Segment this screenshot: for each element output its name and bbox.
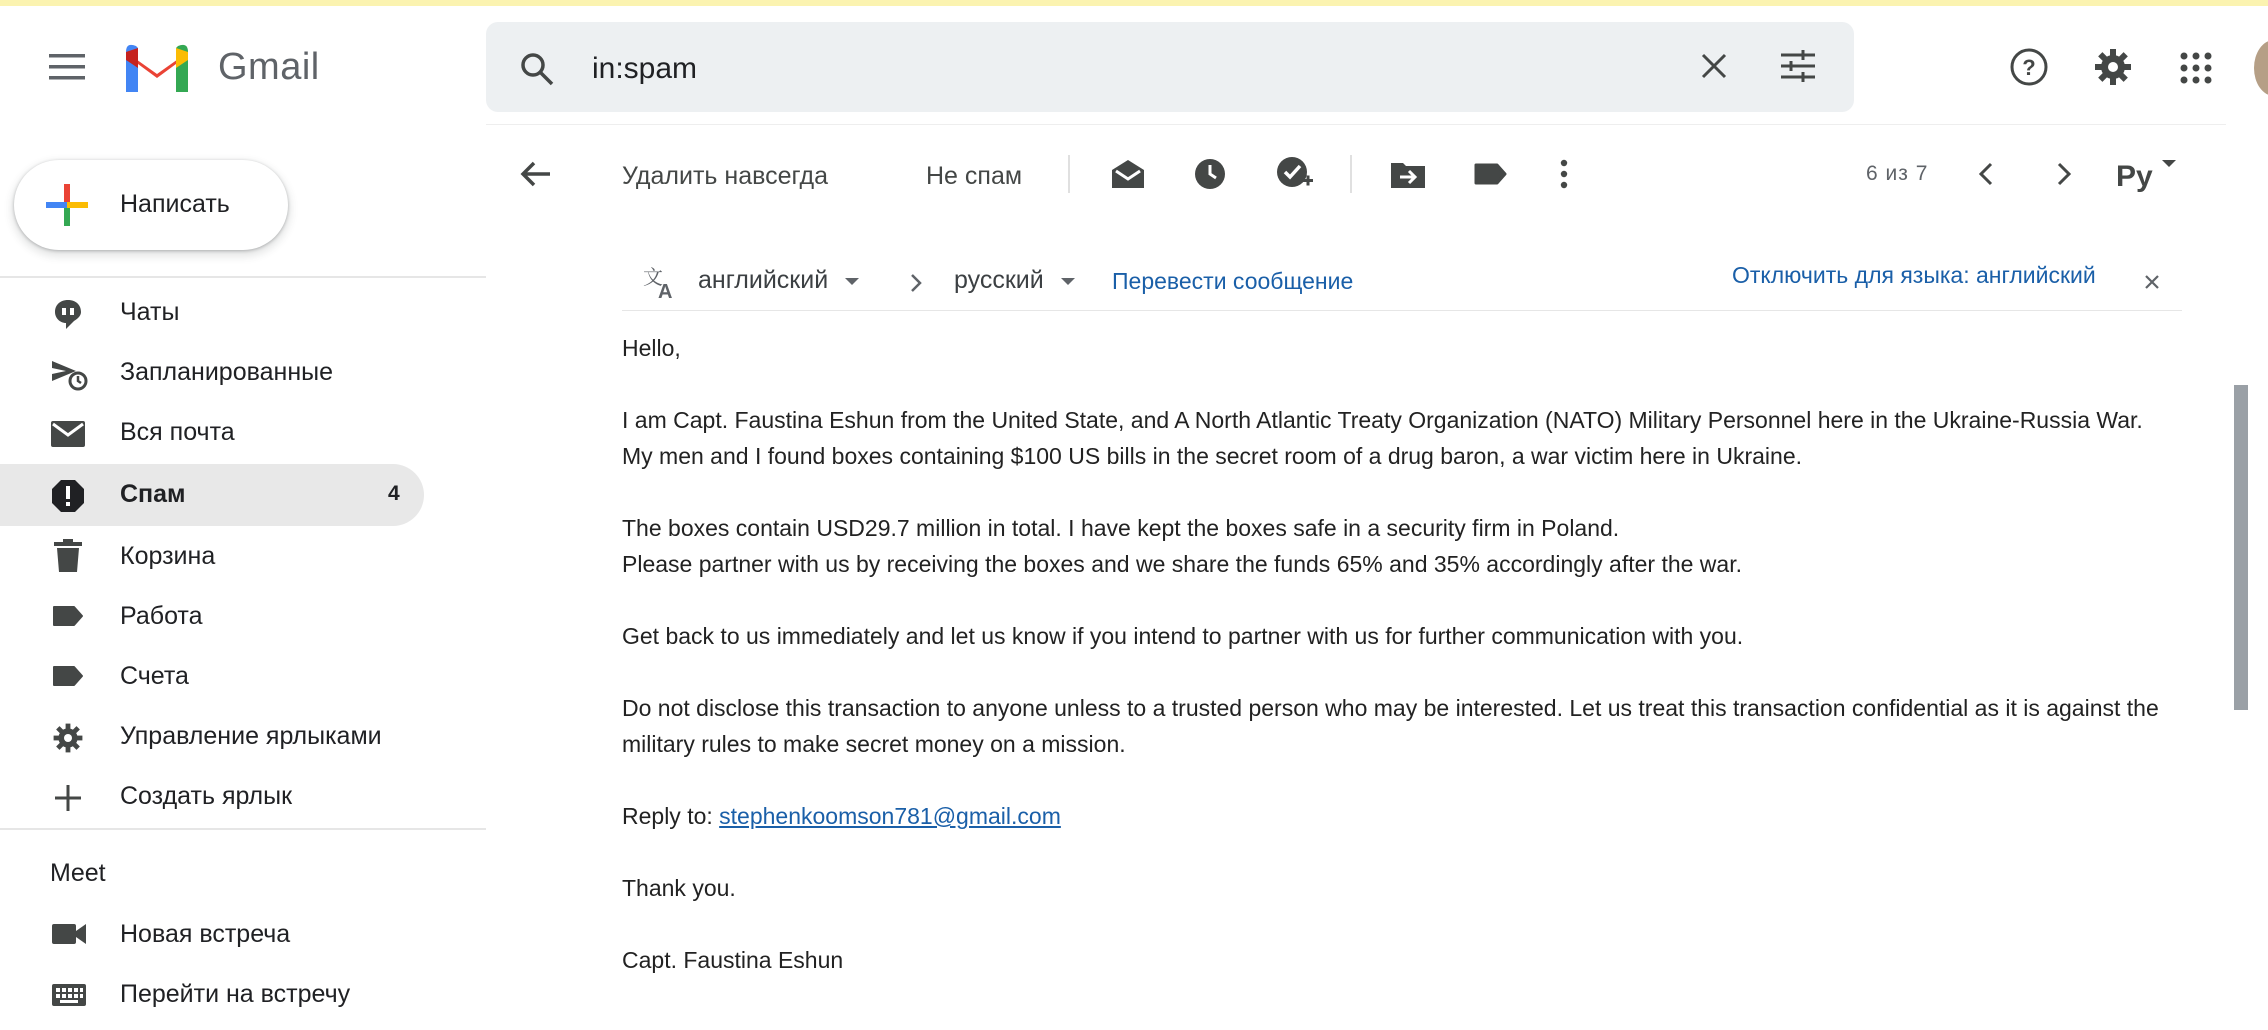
caret-down-icon: [2162, 160, 2176, 167]
meet-item-label: Перейти на встречу: [120, 980, 351, 1008]
message-paragraph: Do not disclose this transaction to anyone unless to a trusted person who may be interested. Let us treat this transaction confidential as it is against the military rules to make secret money on a mission.: [622, 695, 2159, 757]
search-icon[interactable]: [512, 44, 562, 94]
keyboard-icon: [50, 980, 88, 1010]
chat-icon: [50, 296, 86, 332]
video-icon: [50, 918, 88, 950]
message-line: I am Capt. Faustina Eshun from the United State, and A North Atlantic Treaty Organization (NATO) Military Personnel here in the Ukraine-Russia War.: [622, 407, 2143, 433]
gear-icon: [50, 720, 86, 756]
translate-message-link[interactable]: Перевести сообщение: [1112, 268, 1354, 294]
label-icon: [50, 662, 86, 690]
sidebar-divider: [0, 276, 486, 278]
scrollbar-thumb[interactable]: [2234, 385, 2248, 710]
sidebar-item-label: Корзина: [120, 542, 216, 570]
source-language-label: английский: [698, 266, 829, 294]
chevron-right-icon: [904, 268, 928, 298]
reply-to-email-link[interactable]: stephenkoomson781@gmail.com: [719, 803, 1061, 829]
pager-text: 6 из 7: [1866, 162, 1929, 185]
sidebar-item-label: Запланированные: [120, 358, 334, 386]
message-thanks: Thank you.: [622, 875, 736, 901]
search-input[interactable]: in:spam: [592, 52, 698, 85]
header-divider: [486, 124, 2226, 125]
translate-bar-divider: [622, 310, 2182, 311]
chevron-right-icon[interactable]: [2046, 156, 2082, 192]
delete-forever-button[interactable]: Удалить навсегда: [622, 162, 828, 190]
input-tools-label: Ру: [2116, 160, 2153, 193]
avatar[interactable]: [2254, 40, 2268, 96]
toolbar-separator: [1350, 155, 1352, 193]
message-line: The boxes contain USD29.7 million in total. I have kept the boxes safe in a security firm in Poland.: [622, 515, 1620, 541]
sidebar-item-label: Спам: [120, 480, 186, 508]
label-as-icon[interactable]: [1468, 156, 1512, 192]
svg-text:文: 文: [643, 267, 663, 289]
target-language-select[interactable]: [954, 266, 1075, 295]
gmail-logo[interactable]: [122, 40, 192, 94]
help-icon[interactable]: [2006, 44, 2052, 90]
mail-icon: [50, 418, 86, 450]
plus-icon: [50, 780, 86, 816]
trash-icon: [50, 538, 86, 574]
message-paragraph: Get back to us immediately and let us know if you intend to partner with us for further communication with you.: [622, 623, 1744, 649]
sidebar-item-label: Счета: [120, 662, 189, 690]
sidebar-item-label: Вся почта: [120, 418, 235, 446]
sidebar-item-label: Работа: [120, 602, 203, 630]
sidebar-item-label: Чаты: [120, 298, 180, 326]
toolbar-separator: [1068, 155, 1070, 193]
clear-search-icon[interactable]: [1692, 44, 1736, 88]
back-arrow-icon[interactable]: [514, 152, 558, 196]
reply-to-line: [622, 798, 2182, 834]
sidebar-item-label: Управление ярлыками: [120, 722, 382, 750]
app-name: Gmail: [218, 46, 320, 88]
message-line: Please partner with us by receiving the boxes and we share the funds 65% and 35% accordingly after the war.: [622, 551, 1742, 577]
message-body: [622, 330, 2182, 1014]
reply-to-label: Reply to:: [622, 803, 713, 829]
settings-gear-icon[interactable]: [2090, 44, 2136, 90]
move-to-icon[interactable]: [1386, 154, 1430, 194]
mark-unread-icon[interactable]: [1106, 154, 1150, 194]
meet-section-title: Meet: [50, 859, 106, 887]
top-stripe: [0, 0, 2268, 6]
dropdown-caret-icon: [845, 278, 859, 285]
apps-grid-icon[interactable]: [2176, 48, 2216, 88]
scheduled-send-icon: [50, 356, 88, 392]
svg-text:A: A: [658, 281, 673, 300]
spam-count-badge: 4: [388, 482, 400, 505]
dropdown-caret-icon: [1061, 278, 1075, 285]
target-language-label: русский: [954, 266, 1044, 294]
sidebar-item-label: Создать ярлык: [120, 782, 293, 810]
meet-item-label: Новая встреча: [120, 920, 291, 948]
compose-plus-icon: [42, 180, 92, 230]
main-menu-icon[interactable]: [40, 42, 94, 92]
chevron-left-icon[interactable]: [1968, 156, 2004, 192]
sidebar-divider: [0, 828, 486, 830]
disable-translation-link[interactable]: Отключить для языка: английский: [1732, 262, 2096, 288]
message-line: My men and I found boxes containing $100 US bills in the secret room of a drug baron, a war victim here in Ukraine.: [622, 443, 1802, 469]
message-paragraph: [622, 402, 2182, 474]
label-icon: [50, 602, 86, 630]
add-to-tasks-icon[interactable]: [1272, 152, 1318, 196]
svg-text:?: ?: [2022, 55, 2036, 80]
message-greeting: Hello,: [622, 335, 681, 361]
snooze-clock-icon[interactable]: [1188, 154, 1232, 194]
compose-label: Написать: [120, 190, 230, 218]
not-spam-button[interactable]: Не спам: [926, 162, 1023, 190]
message-paragraph: [622, 510, 2182, 582]
more-vert-icon[interactable]: [1546, 154, 1582, 194]
spam-icon: [50, 478, 86, 514]
source-language-select[interactable]: [698, 266, 859, 295]
translate-icon: [640, 262, 680, 302]
search-options-icon[interactable]: [1774, 44, 1822, 88]
close-icon[interactable]: [2140, 270, 2164, 294]
message-signature: Capt. Faustina Eshun: [622, 947, 844, 973]
input-tools-button[interactable]: [2114, 158, 2178, 198]
